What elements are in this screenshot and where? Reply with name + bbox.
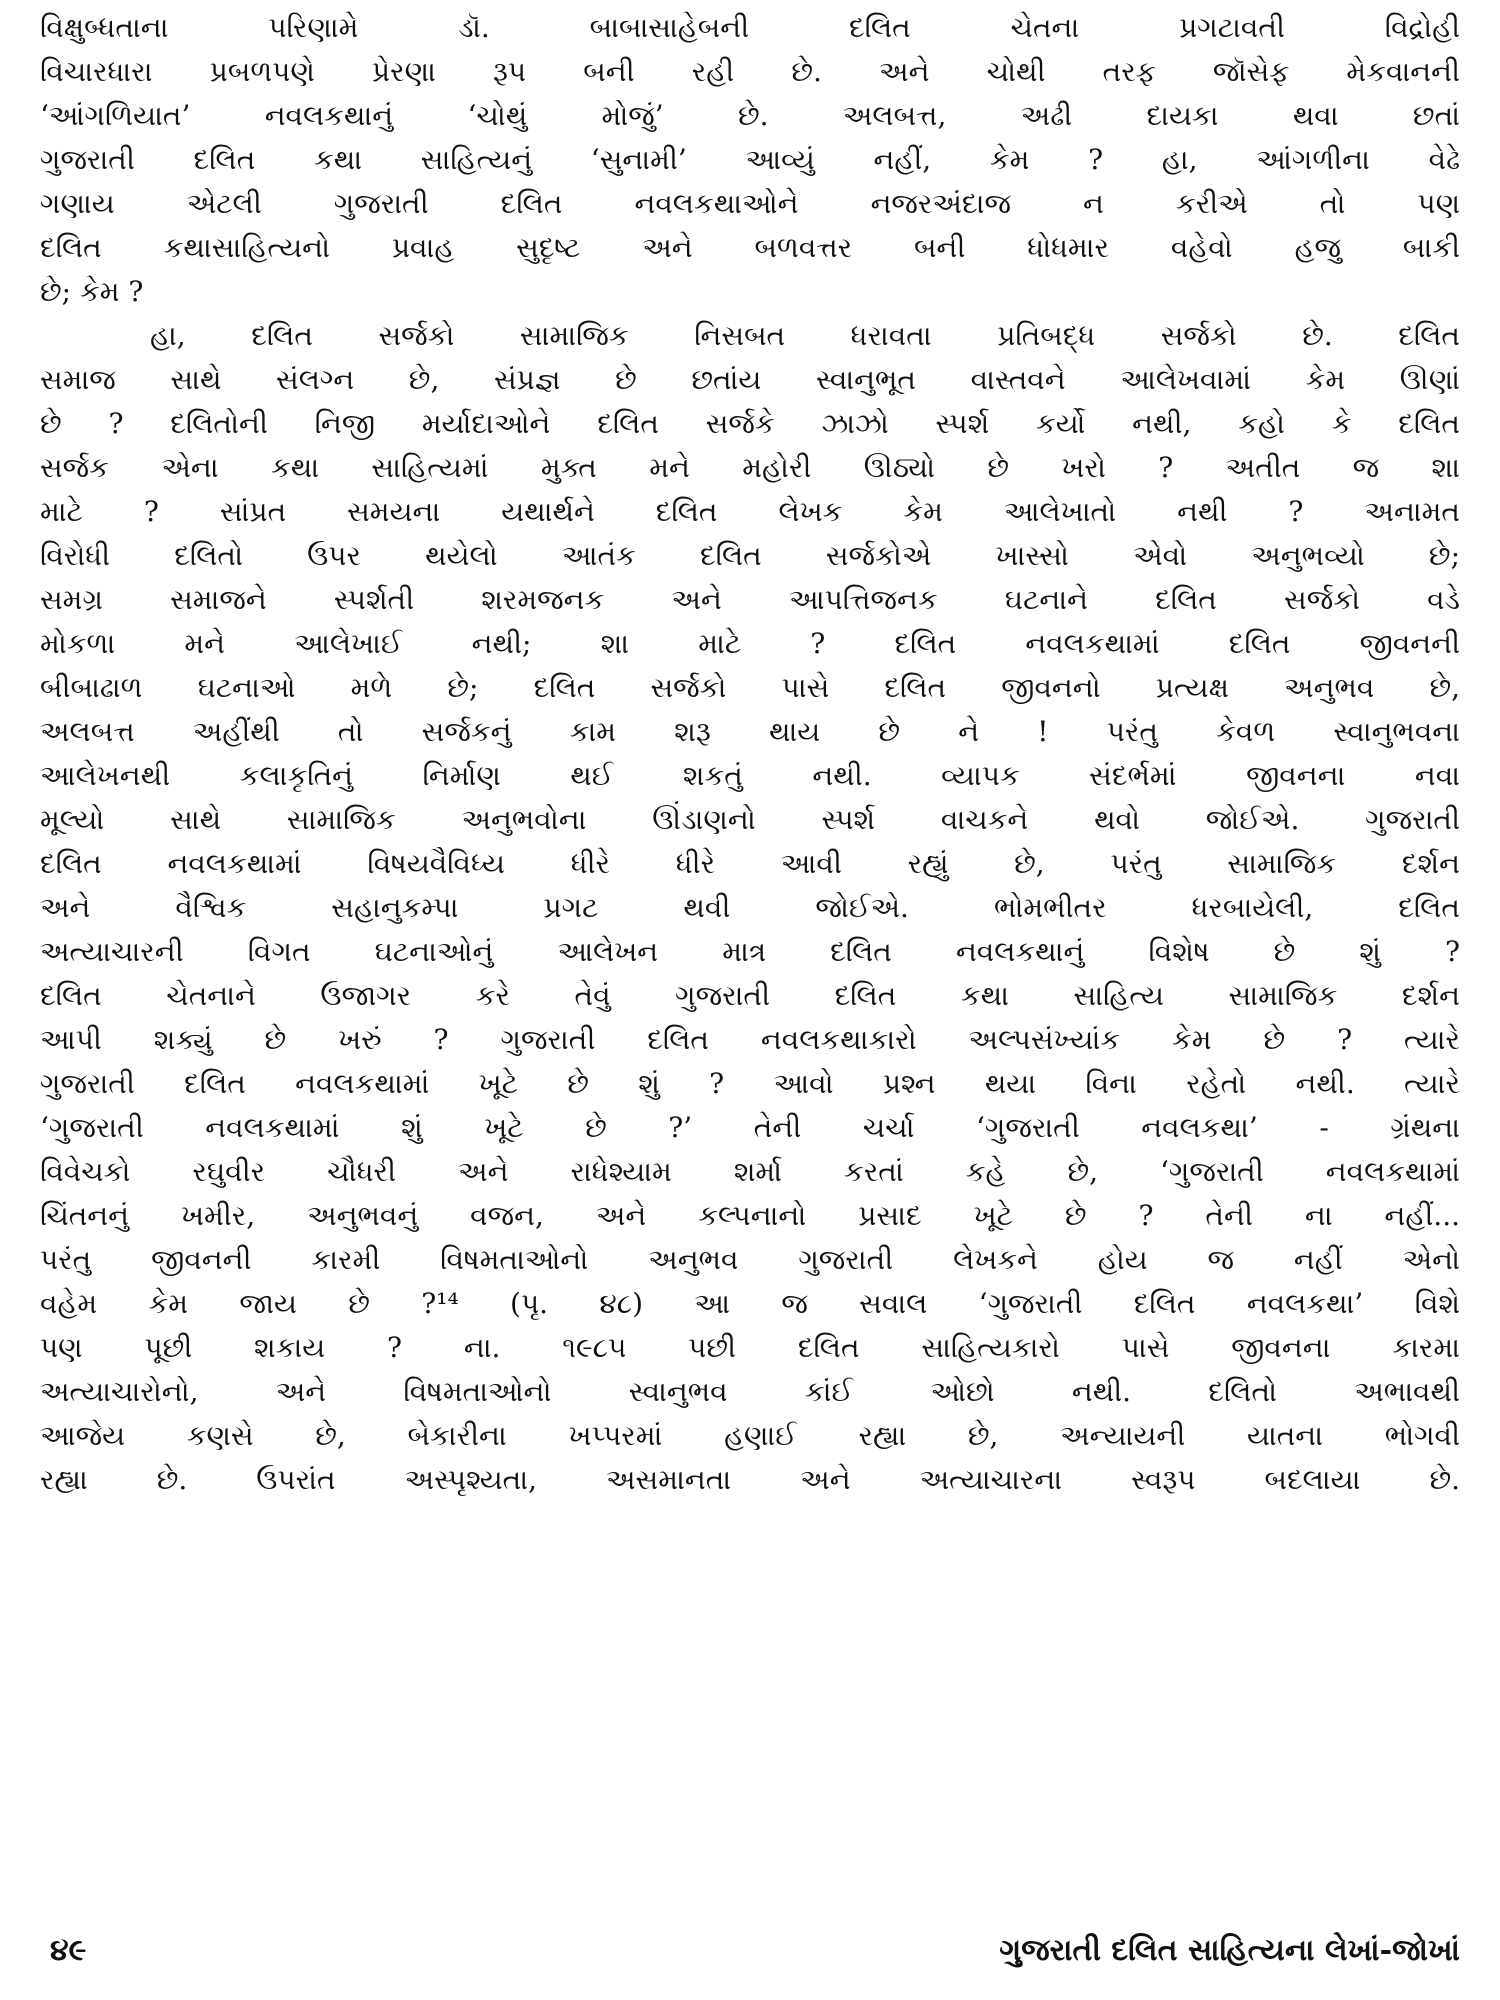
text-line: મોકળા મને આલેખાઈ નથી; શા માટે ? દલિત નવલકથામાં દલિત જીવનની — [40, 627, 1460, 660]
text-line: સમગ્ર સમાજને સ્પર્શતી શરમજનક અને આપત્તિજનક ઘટનાને દલિત સર્જકો વડે — [40, 583, 1460, 616]
text-line: ગુજરાતી દલિત કથા સાહિત્યનું ‘સુનામી’ આવ્યું નહીં, કેમ ? હા, આંગળીના વેઢે — [40, 143, 1460, 176]
text-line: છે; કેમ ? — [40, 275, 144, 308]
text-line: આજેય કણસે છે, બેકારીના ખપ્પરમાં હણાઈ રહ્યા છે, અન્યાયની યાતના ભોગવી — [40, 1419, 1460, 1452]
text-line: ‘આંગળિયાત’ નવલકથાનું ‘ચોથું મોજું’ છે. અલબત્ત, અઢી દાયકા થવા છતાં — [40, 99, 1460, 132]
text-line: પણ પૂછી શકાય ? ના. ૧૯૮૫ પછી દલિત સાહિત્યકારો પાસે જીવનના કારમા — [40, 1331, 1460, 1364]
text-line: ચિંતનનું ખમીર, અનુભવનું વજન, અને કલ્પનાનો પ્રસાદ ખૂટે છે ? તેની ના નહીં... — [40, 1199, 1460, 1232]
text-line: માટે ? સાંપ્રત સમયના યથાર્થને દલિત લેખક કેમ આલેખાતો નથી ? અનામત — [40, 495, 1460, 528]
text-line: અત્યાચારની વિગત ઘટનાઓનું આલેખન માત્ર દલિત નવલકથાનું વિશેષ છે શું ? — [40, 935, 1460, 968]
page-number: ૪૯ — [50, 1933, 87, 1968]
text-line: દલિત ચેતનાને ઉજાગર કરે તેવું ગુજરાતી દલિત કથા સાહિત્ય સામાજિક દર્શન — [40, 979, 1460, 1012]
text-line: વિક્ષુબ્ધતાના પરિણામે ડૉ. બાબાસાહેબની દલિત ચેતના પ્રગટાવતી વિદ્રોહી — [40, 11, 1460, 44]
text-line: સર્જક એના કથા સાહિત્યમાં મુક્ત મને મહોરી ઊઠ્યો છે ખરો ? અતીત જ શા — [40, 451, 1460, 484]
text-line: અલબત્ત અહીંથી તો સર્જકનું કામ શરૂ થાય છે ને ! પરંતુ કેવળ સ્વાનુભવના — [40, 715, 1460, 748]
text-line: બીબાઢાળ ઘટનાઓ મળે છે; દલિત સર્જકો પાસે દલિત જીવનનો પ્રત્યક્ષ અનુભવ છે, — [40, 671, 1460, 704]
text-line: ‘ગુજરાતી નવલકથામાં શું ખૂટે છે ?’ તેની ચર્ચા ‘ગુજરાતી નવલકથા’ - ગ્રંથના — [40, 1111, 1460, 1144]
text-line: વહેમ કેમ જાય છે ?¹⁴ (પૃ. ૪૮) આ જ સવાલ ‘ગુજરાતી દલિત નવલકથા’ વિશે — [40, 1287, 1460, 1320]
text-line: પરંતુ જીવનની કારમી વિષમતાઓનો અનુભવ ગુજરાતી લેખકને હોય જ નહીં એનો — [40, 1243, 1460, 1276]
running-title: ગુજરાતી દલિત સાહિત્યના લેખાં-જોખાં — [999, 1933, 1460, 1968]
book-page — [40, 6, 1460, 1994]
body-text — [40, 6, 1460, 1502]
text-line: વિચારધારા પ્રબળપણે પ્રેરણા રૂપ બની રહી છે. અને ચોથી તરફ જૉસેફ મેકવાનની — [40, 55, 1460, 88]
text-line: દલિત કથાસાહિત્યનો પ્રવાહ સુદૃષ્ટ અને બળવત્તર બની ધોધમાર વહેવો હજુ બાકી — [40, 231, 1460, 264]
page-footer — [40, 1926, 1460, 1976]
text-line: રહ્યા છે. ઉપરાંત અસ્પૃશ્યતા, અસમાનતા અને અત્યાચારના સ્વરૂપ બદલાયા છે. — [40, 1463, 1460, 1496]
text-line: વિરોધી દલિતો ઉપર થયેલો આતંક દલિત સર્જકોએ ખાસ્સો એવો અનુભવ્યો છે; — [40, 539, 1460, 572]
text-line: દલિત નવલકથામાં વિષયવૈવિધ્ય ધીરે ધીરે આવી રહ્યું છે, પરંતુ સામાજિક દર્શન — [40, 847, 1460, 880]
text-line: મૂલ્યો સાથે સામાજિક અનુભવોના ઊંડાણનો સ્પર્શ વાચકને થવો જોઈએ. ગુજરાતી — [40, 803, 1460, 836]
text-line: અત્યાચારોનો, અને વિષમતાઓનો સ્વાનુભવ કાંઈ ઓછો નથી. દલિતો અભાવથી — [40, 1375, 1460, 1408]
text-line: હા, દલિત સર્જકો સામાજિક નિસબત ધરાવતા પ્રતિબદ્ધ સર્જકો છે. દલિત — [150, 319, 1460, 352]
text-line: આપી શક્યું છે ખરું ? ગુજરાતી દલિત નવલકથાકારો અલ્પસંખ્યાંક કેમ છે ? ત્યારે — [40, 1023, 1460, 1056]
text-line: સમાજ સાથે સંલગ્ન છે, સંપ્રજ્ઞ છે છતાંય સ્વાનુભૂત વાસ્તવને આલેખવામાં કેમ ઊણાં — [40, 363, 1460, 396]
paragraph-2 — [40, 314, 1460, 1502]
text-line: ગુજરાતી દલિત નવલકથામાં ખૂટે છે શું ? આવો પ્રશ્ન થયા વિના રહેતો નથી. ત્યારે — [40, 1067, 1460, 1100]
text-line: ગણાય એટલી ગુજરાતી દલિત નવલકથાઓને નજરઅંદાજ ન કરીએ તો પણ — [40, 187, 1460, 220]
text-line: આલેખનથી કલાકૃતિનું નિર્માણ થઈ શકતું નથી. વ્યાપક સંદર્ભમાં જીવનના નવા — [40, 759, 1460, 792]
text-line: છે ? દલિતોની નિજી મર્યાદાઓને દલિત સર્જકે ઝાઝો સ્પર્શ કર્યો નથી, કહો કે દલિત — [40, 407, 1460, 440]
text-line: વિવેચકો રઘુવીર ચૌધરી અને રાધેશ્યામ શર્મા કરતાં કહે છે, ‘ગુજરાતી નવલકથામાં — [40, 1155, 1460, 1188]
text-line: અને વૈશ્વિક સહાનુકમ્પા પ્રગટ થવી જોઈએ. ભોમભીતર ધરબાયેલી, દલિત — [40, 891, 1460, 924]
paragraph-1 — [40, 6, 1460, 314]
